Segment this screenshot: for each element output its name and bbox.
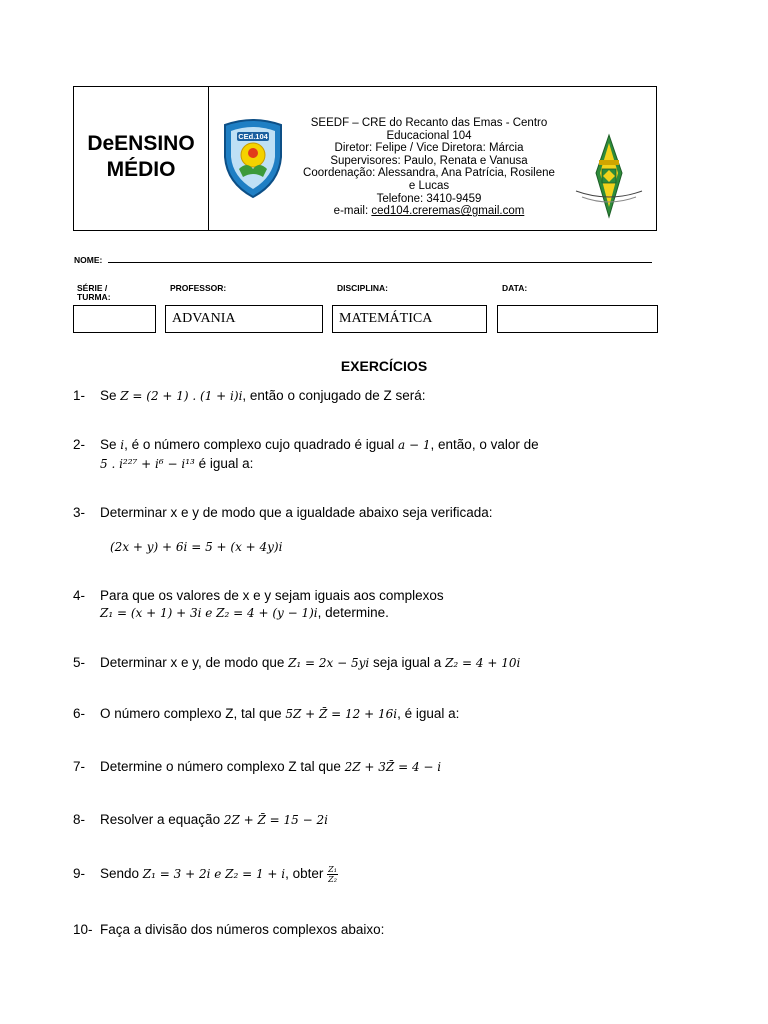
exercises-title: EXERCÍCIOS [340, 358, 428, 374]
question-number: 3- [73, 505, 86, 520]
question-number: 1- [73, 388, 86, 403]
question-text: Determine o número complexo Z tal que 2Z + 3Z̄ = 4 − i [100, 759, 442, 774]
question-text: Sendo Z₁ = 3 + 2i e Z₂ = 1 + i, obter $\frac{\text{Z₁}}{\text{Z₂}}$ [100, 865, 337, 884]
school-info [296, 117, 562, 218]
question-number: 6- [73, 706, 86, 721]
serie-label: SÉRIE / [77, 283, 108, 293]
question-number: 2- [73, 437, 86, 452]
question-text: Determinar x e y de modo que a igualdade abaixo seja verificada: [100, 505, 493, 520]
turma-label: TURMA: [77, 292, 111, 302]
question-2-line2: 5 . i²²⁷ + i⁶ − i¹³ é igual a: [100, 456, 254, 471]
info-line5: Coordenação: Alessandra, Ana Patrícia, Rosilene [303, 167, 555, 180]
data-label: DATA: [502, 283, 528, 293]
school-shield-logo [221, 117, 285, 199]
fraction-z1-z2: $\frac{\text{Z₁}}{\text{Z₂}}$ [328, 865, 337, 884]
serie-turma-field[interactable] [73, 305, 156, 333]
brasilia-emblem [572, 133, 646, 219]
question-number: 10- [73, 922, 93, 937]
school-type-line2: MÉDIO [106, 158, 176, 181]
question-text: Resolver a equação 2Z + Z̄ = 15 − 2i [100, 812, 328, 827]
question-text: Se i, é o número complexo cujo quadrado é igual a − 1, então, o valor de [100, 437, 539, 452]
disciplina-field[interactable]: MATEMÁTICA [332, 305, 487, 333]
info-line6: e Lucas [408, 179, 450, 192]
school-type-line1: DeENSINO [87, 132, 195, 155]
question-text: O número complexo Z, tal que 5Z + Z̄ = 12 + 16i, é igual a: [100, 706, 460, 721]
serie-turma-label [77, 284, 111, 302]
question-number: 5- [73, 655, 86, 670]
email-prefix: e-mail: [333, 205, 372, 218]
question-4-line2: Z₁ = (x + 1) + 3i e Z₂ = 4 + (y − 1)i, determine. [100, 605, 389, 620]
info-line7: Telefone: 3410-9459 [376, 192, 482, 205]
question-text: Se Z = (2 + 1) . (1 + i)i, então o conjugado de Z será: [100, 388, 426, 403]
info-line3: Diretor: Felipe / Vice Diretora: Márcia [334, 142, 524, 155]
question-3-equation: (2x + y) + 6i = 5 + (x + 4y)i [110, 540, 283, 554]
question-text: Para que os valores de x e y sejam iguais aos complexos [100, 588, 444, 603]
info-line4: Supervisores: Paulo, Renata e Vanusa [330, 154, 528, 167]
question-number: 8- [73, 812, 86, 827]
header-divider [208, 87, 209, 231]
info-email-line [296, 205, 562, 218]
email-link[interactable]: ced104.creremas@gmail.com [371, 205, 525, 218]
professor-field[interactable]: ADVANIA [165, 305, 323, 333]
nome-field[interactable] [108, 262, 652, 263]
header-box [73, 86, 657, 231]
data-field[interactable] [497, 305, 658, 333]
info-line2: Educacional 104 [386, 129, 472, 142]
question-number: 4- [73, 588, 86, 603]
professor-label: PROFESSOR: [170, 283, 227, 293]
info-line1: SEEDF – CRE do Recanto das Emas - Centro [310, 117, 548, 129]
question-number: 7- [73, 759, 86, 774]
disciplina-label: DISCIPLINA: [337, 283, 388, 293]
nome-label: NOME: [74, 255, 103, 265]
question-text: Determinar x e y, de modo que Z₁ = 2x − 5yi seja igual a Z₂ = 4 + 10i [100, 655, 521, 670]
school-type [74, 131, 208, 183]
shield-label: CEd.104 [238, 132, 268, 141]
question-text: Faça a divisão dos números complexos abaixo: [100, 922, 385, 937]
question-number: 9- [73, 866, 86, 881]
